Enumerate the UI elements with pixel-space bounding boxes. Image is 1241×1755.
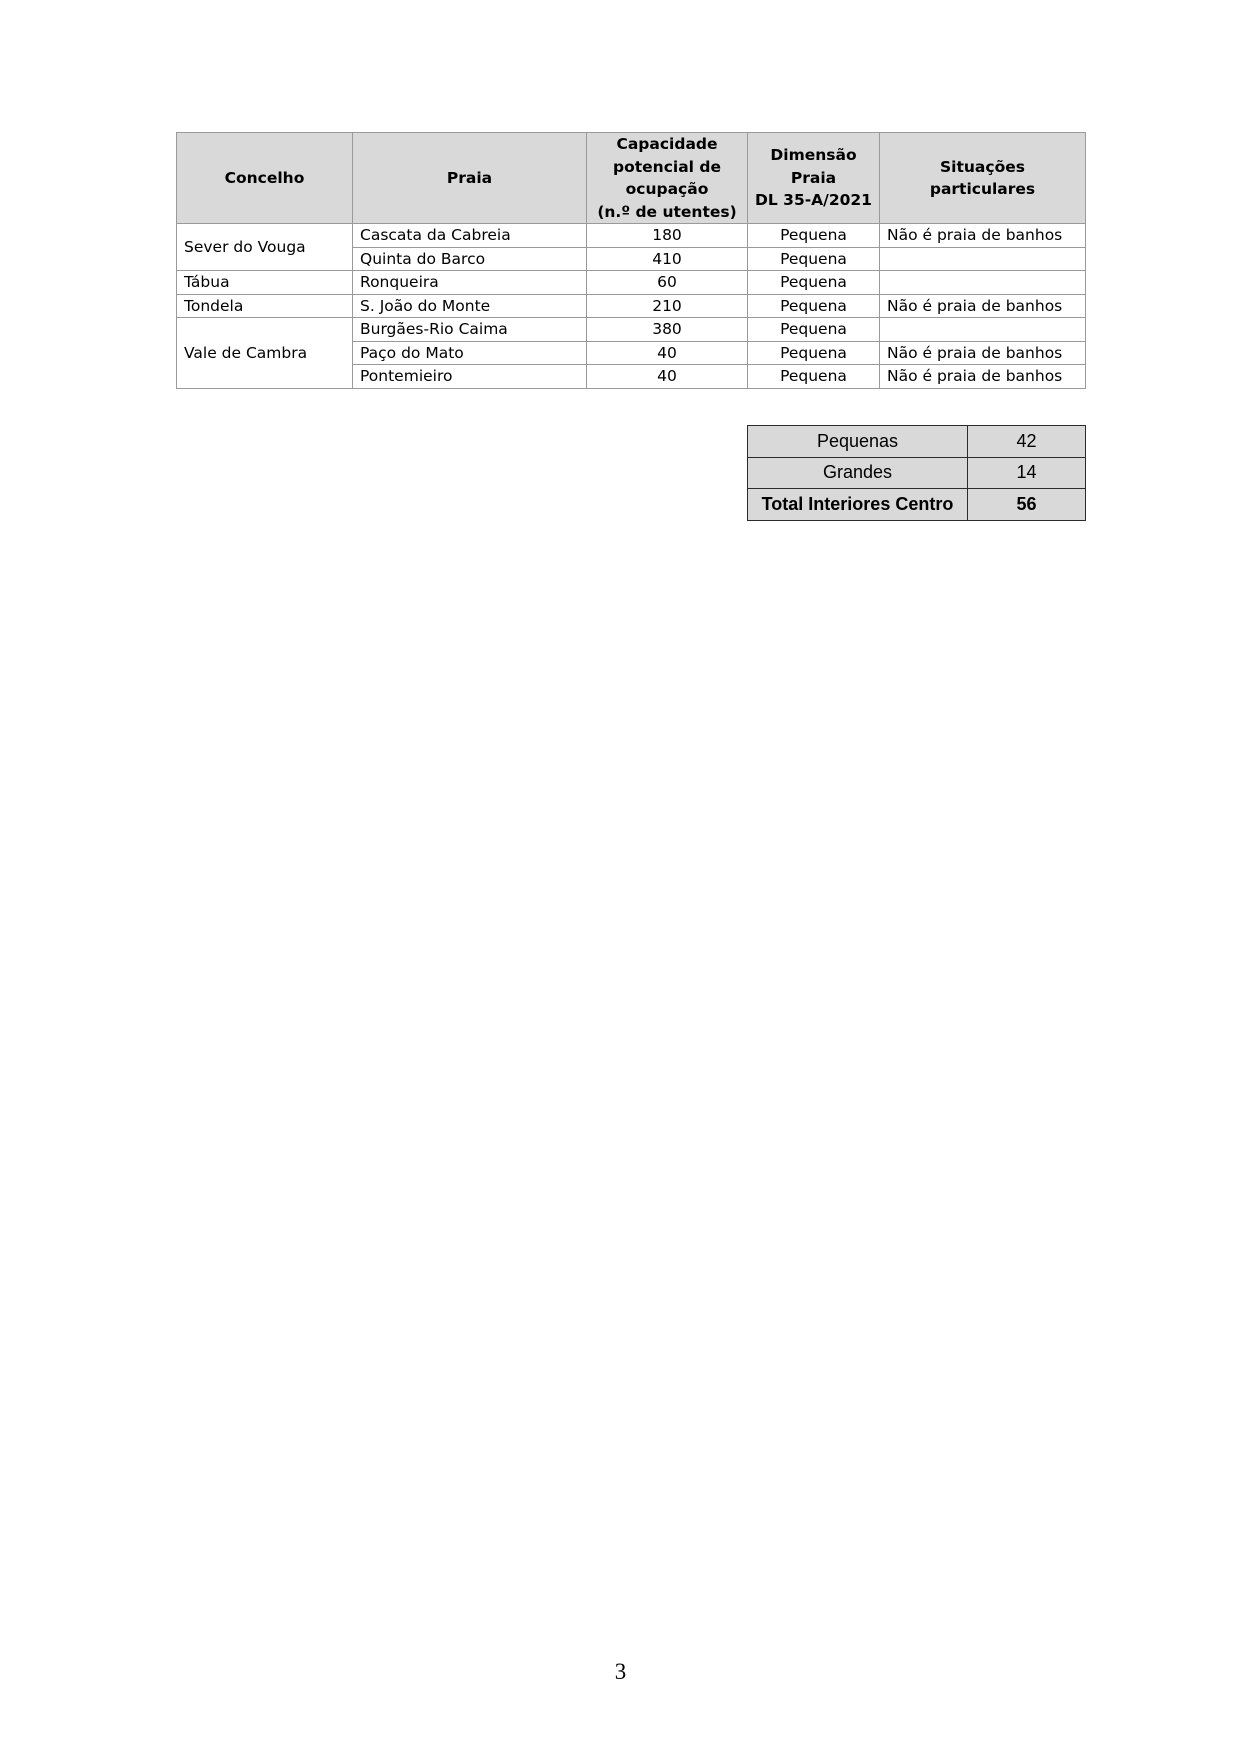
header-capacidade-line: (n.º de utentes) bbox=[597, 202, 737, 221]
cell-praia: Quinta do Barco bbox=[353, 247, 587, 271]
cell-dimensao: Pequena bbox=[748, 247, 880, 271]
cell-dimensao: Pequena bbox=[748, 271, 880, 295]
summary-row bbox=[748, 426, 1086, 458]
table-header bbox=[177, 133, 1086, 224]
cell-capacidade: 40 bbox=[587, 365, 748, 389]
cell-concelho: Vale de Cambra bbox=[177, 318, 353, 389]
table-body bbox=[177, 224, 1086, 389]
cell-dimensao: Pequena bbox=[748, 365, 880, 389]
cell-praia: Cascata da Cabreia bbox=[353, 224, 587, 248]
cell-situacao bbox=[880, 247, 1086, 271]
header-concelho: Concelho bbox=[177, 133, 353, 224]
cell-capacidade: 180 bbox=[587, 224, 748, 248]
summary-label: Pequenas bbox=[748, 426, 968, 458]
table-row bbox=[177, 318, 1086, 342]
cell-situacao: Não é praia de banhos bbox=[880, 224, 1086, 248]
header-praia: Praia bbox=[353, 133, 587, 224]
header-capacidade-line: potencial de bbox=[613, 157, 721, 176]
cell-capacidade: 410 bbox=[587, 247, 748, 271]
cell-concelho: Tondela bbox=[177, 294, 353, 318]
header-dimensao-line: Dimensão bbox=[770, 146, 857, 165]
beaches-table bbox=[176, 132, 1086, 389]
summary-value: 14 bbox=[968, 457, 1086, 489]
cell-praia: S. João do Monte bbox=[353, 294, 587, 318]
header-dimensao bbox=[748, 133, 880, 224]
cell-dimensao: Pequena bbox=[748, 224, 880, 248]
cell-praia: Ronqueira bbox=[353, 271, 587, 295]
table-row bbox=[177, 271, 1086, 295]
summary-row bbox=[748, 457, 1086, 489]
cell-concelho: Sever do Vouga bbox=[177, 224, 353, 271]
cell-situacao: Não é praia de banhos bbox=[880, 365, 1086, 389]
cell-capacidade: 40 bbox=[587, 341, 748, 365]
summary-label: Grandes bbox=[748, 457, 968, 489]
page-number: 3 bbox=[614, 1659, 627, 1684]
cell-dimensao: Pequena bbox=[748, 294, 880, 318]
header-row bbox=[177, 133, 1086, 224]
cell-situacao: Não é praia de banhos bbox=[880, 294, 1086, 318]
header-dimensao-line: Praia bbox=[790, 168, 837, 187]
cell-situacao bbox=[880, 318, 1086, 342]
cell-situacao: Não é praia de banhos bbox=[880, 341, 1086, 365]
summary-total-row bbox=[748, 489, 1086, 521]
cell-capacidade: 380 bbox=[587, 318, 748, 342]
header-dimensao-line: DL 35-A/2021 bbox=[755, 191, 872, 210]
summary-total-value: 56 bbox=[968, 489, 1086, 521]
summary-value: 42 bbox=[968, 426, 1086, 458]
summary-table bbox=[747, 425, 1086, 521]
cell-situacao bbox=[880, 271, 1086, 295]
header-situacoes: Situações particulares bbox=[880, 133, 1086, 224]
table-row bbox=[177, 294, 1086, 318]
cell-dimensao: Pequena bbox=[748, 318, 880, 342]
header-capacidade-line: ocupação bbox=[625, 180, 709, 198]
cell-praia: Burgães-Rio Caima bbox=[353, 318, 587, 342]
table-row bbox=[177, 224, 1086, 248]
cell-praia: Paço do Mato bbox=[353, 341, 587, 365]
cell-capacidade: 60 bbox=[587, 271, 748, 295]
cell-capacidade: 210 bbox=[587, 294, 748, 318]
cell-praia: Pontemieiro bbox=[353, 365, 587, 389]
summary-total-label: Total Interiores Centro bbox=[748, 489, 968, 521]
cell-dimensao: Pequena bbox=[748, 341, 880, 365]
header-capacidade bbox=[587, 133, 748, 224]
cell-concelho: Tábua bbox=[177, 271, 353, 295]
header-capacidade-line: Capacidade bbox=[616, 135, 718, 153]
